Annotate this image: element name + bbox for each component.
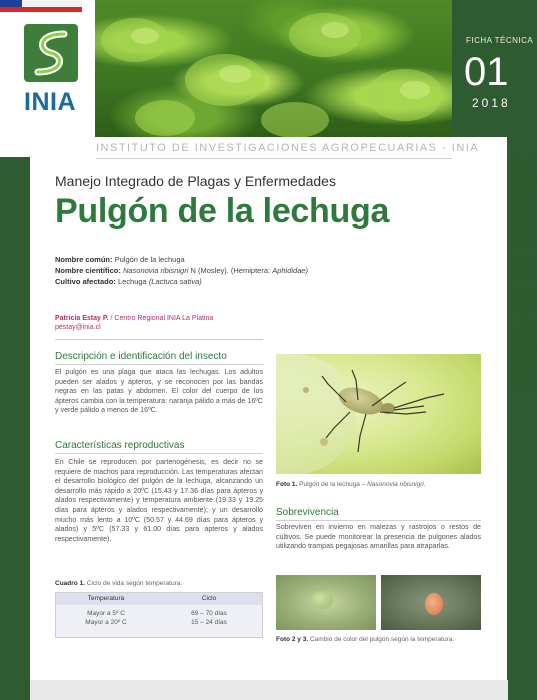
vertical-title: plaga de la lechuga xyxy=(507,155,537,390)
section-survival-heading: Sobrevivencia xyxy=(276,507,339,518)
ficha-number: 01 xyxy=(464,50,509,94)
table-header-temperatura: Temperatura xyxy=(87,595,125,602)
meta-crop xyxy=(55,277,202,286)
ficha-year: 2018 xyxy=(472,96,511,110)
life-cycle-table xyxy=(55,592,263,638)
section-reproduction-text: En Chile se reproducen por partenogénesis, es decir no se requiere de machos para reproducción. Las temperaturas afectan el desarrollo biológico del pulgón de la lechuga, alcanzando un desarrollo más rápido a 20ºC (15.43 y 17.36 días para ápteros y alados respectivamente) y temperatura ambiente (19.33 y 19.25 días para ápteros y alados respectivamente); y un desarrollo mucho más lento a 10ºC (50.57 y 44.69 días para ápteros y alados) y 5ºC (57.33 y 61.00 días para ápteros y alados respectivamente). xyxy=(55,458,263,543)
table-cell: Mayor a 20º C xyxy=(85,619,127,626)
orange-aphid-photo xyxy=(381,575,481,630)
document-subtitle: Manejo Integrado de Plagas y Enfermedades xyxy=(55,173,336,189)
photo1-caption-label: Foto 1. xyxy=(276,481,298,488)
meta-crop-label: Cultivo afectado: xyxy=(55,277,116,286)
meta-sci-label: Nombre científico: xyxy=(55,266,121,275)
meta-sci-family: Aphididae) xyxy=(272,266,309,275)
author-name: Patricia Estay P. xyxy=(55,315,109,322)
photo1-caption-italic: Nasonovia ribisnigri. xyxy=(367,481,426,488)
section-description-line xyxy=(55,364,263,365)
section-reproduction-line xyxy=(55,453,263,454)
table-caption-label: Cuadro 1. xyxy=(55,580,85,587)
bottom-band xyxy=(30,680,508,700)
table-caption-text: Ciclo de vida según temperatura. xyxy=(86,580,183,587)
author-divider xyxy=(55,339,263,340)
meta-common-value: Pulgón de la lechuga xyxy=(114,255,185,264)
inia-logo-icon xyxy=(24,24,78,82)
green-aphid-photo xyxy=(276,575,376,630)
photo1-caption xyxy=(276,481,426,488)
author-email[interactable]: pestay@inia.cl xyxy=(55,324,101,331)
table-caption xyxy=(55,580,182,587)
table-header-ciclo: Ciclo xyxy=(201,595,217,602)
meta-sci-rest: N (Mosley). (Hemiptera: xyxy=(190,266,271,275)
section-reproduction-heading: Características reproductivas xyxy=(55,440,185,451)
meta-crop-value: Lechuga xyxy=(117,277,147,286)
section-description-text: El pulgón es una plaga que ataca las lechugas. Los adultos pueden ser alados y ápteros, y se reconocen por las bandas negras en las patas y abdomen. El color del cuerpo de los ápteros cambia con la temperatura: naranja pálido a más de 16ºC y verde pálido a menos de 16ºC. xyxy=(55,368,263,415)
table-cell: Mayor a 5º C xyxy=(87,610,125,617)
institute-name: INSTITUTO DE INVESTIGACIONES AGROPECUARIAS - INIA xyxy=(96,142,480,154)
document-title: Pulgón de la lechuga xyxy=(55,192,390,230)
institute-divider xyxy=(96,158,452,159)
photo23-caption xyxy=(276,636,454,643)
aphid-legs-icon xyxy=(276,354,481,474)
table-cell: 69 – 70 días xyxy=(191,610,227,617)
meta-crop-italic: (Lactuca sativa) xyxy=(148,277,202,286)
author-center: Centro Regional INIA La Platina xyxy=(114,315,214,322)
photo23-caption-text: Cambio de color del pulgón según la temperatura. xyxy=(309,636,455,643)
meta-common-label: Nombre común: xyxy=(55,255,113,264)
hero-lettuce-photo xyxy=(95,0,452,137)
section-survival-line xyxy=(276,520,481,521)
meta-sci-italic: Nasonovia ribisnigri xyxy=(122,266,189,275)
left-green-strip xyxy=(0,157,30,700)
meta-common-name xyxy=(55,255,185,264)
author-line xyxy=(55,315,213,322)
photo23-caption-label: Foto 2 y 3. xyxy=(276,636,309,643)
meta-scientific-name xyxy=(55,266,308,275)
logo-text: INIA xyxy=(24,88,76,116)
section-description-heading: Descripción e identificación del insecto xyxy=(55,351,227,362)
author-sep: / xyxy=(108,315,115,322)
photo1-caption-text: Pulgón de la lechuga – xyxy=(299,481,366,488)
table-cell: 15 – 24 días xyxy=(191,619,227,626)
chile-flag-icon xyxy=(0,0,82,12)
ficha-label: FICHA TÉCNICA xyxy=(466,36,534,45)
section-survival-text: Sobreviven en invierno en malezas y rastrojos o restos de cultivos. Se puede monitorear la presencia de pulgones alados utilizando trampas pegajosas amarillas para atraparlas. xyxy=(276,523,481,551)
